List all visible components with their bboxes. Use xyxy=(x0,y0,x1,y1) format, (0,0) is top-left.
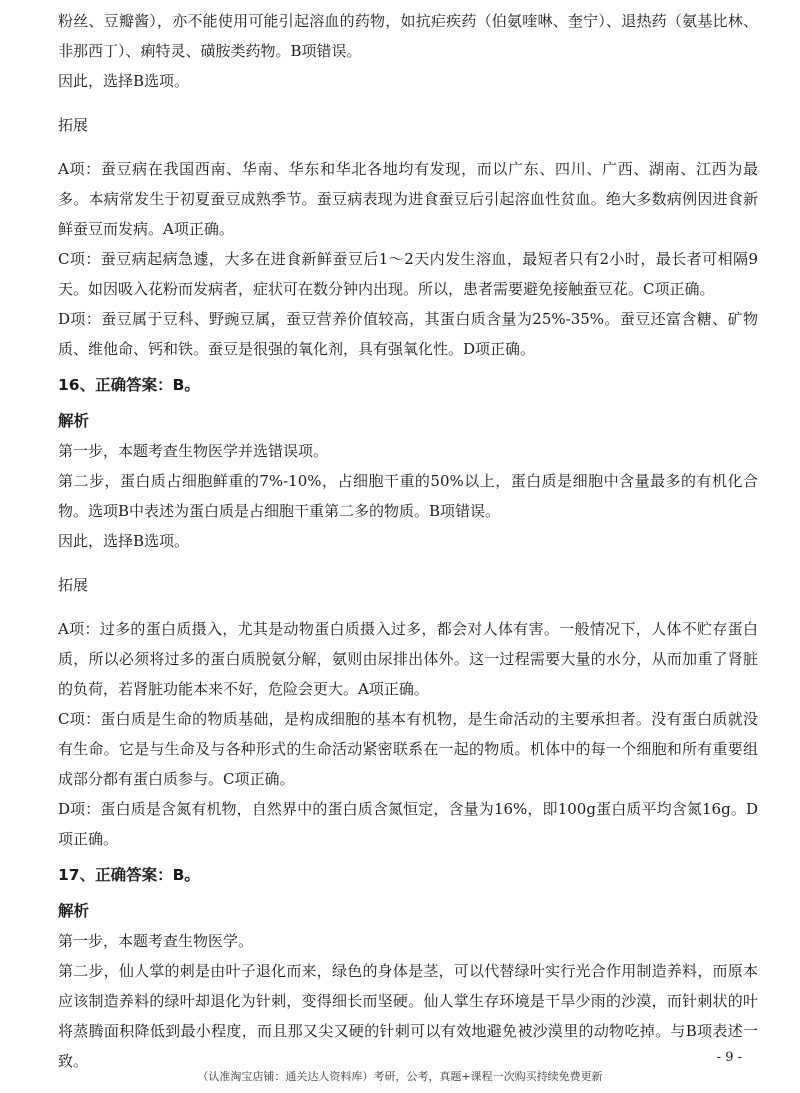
page-number: - 9 - xyxy=(716,1050,742,1065)
q17-answer: 17、正确答案：B。 xyxy=(58,866,200,884)
page-footer: （认准淘宝店铺：通关达人资料库）考研，公考，真题+课程一次购买持续免费更新 xyxy=(197,1070,603,1083)
q16-step1: 第一步，本题考查生物医学并选错误项。 xyxy=(58,442,329,460)
q16-answer: 16、正确答案：B。 xyxy=(58,376,200,394)
document-page xyxy=(58,6,758,1076)
q16-step2: 第二步，蛋白质占细胞鲜重的7%-10%，占细胞干重的50%以上，蛋白质是细胞中含量最多的有机化合物。选项B中表述为蛋白质是占细胞干重第二多的物质。B项错误。 xyxy=(58,472,758,520)
q15-extend-title: 拓展 xyxy=(58,116,89,134)
q15-option-b-text: 粉丝、豆瓣酱），亦不能使用可能引起溶血的药物，如抗疟疾药（伯氨喹啉、奎宁）、退热药（氨基比林、非那西丁）、痢特灵、磺胺类药物。B项错误。 xyxy=(58,12,758,60)
q15-conclusion: 因此，选择B选项。 xyxy=(58,72,190,90)
q16-extend-a: A项：过多的蛋白质摄入，尤其是动物蛋白质摄入过多，都会对人体有害。一般情况下，人体不贮存蛋白质，所以必须将过多的蛋白质脱氨分解，氨则由尿排出体外。这一过程需要大量的水分，从而加重了肾脏的负荷，若肾脏功能本来不好，危险会更大。A项正确。 xyxy=(58,620,758,698)
q17-step1: 第一步，本题考查生物医学。 xyxy=(58,932,254,950)
q17-step2: 第二步，仙人掌的刺是由叶子退化而来，绿色的身体是茎，可以代替绿叶实行光合作用制造养料，而原本应该制造养料的绿叶却退化为针刺，变得细长而坚硬。仙人掌生存环境是干旱少雨的沙漠，而针刺状的叶将蒸腾面积降低到最小程度，而且那又尖又硬的针刺可以有效地避免被沙漠里的动物吃掉。与B项表述一致。 xyxy=(58,962,758,1070)
q16-analysis-title: 解析 xyxy=(58,412,90,430)
q16-conclusion: 因此，选择B选项。 xyxy=(58,532,190,550)
q16-extend-d: D项：蛋白质是含氮有机物，自然界中的蛋白质含氮恒定，含量为16%，即100g蛋白质平均含氮16g。D项正确。 xyxy=(58,800,758,848)
q17-analysis-title: 解析 xyxy=(58,902,90,920)
q16-extend-title: 拓展 xyxy=(58,576,89,594)
q16-extend-c: C项：蛋白质是生命的物质基础，是构成细胞的基本有机物，是生命活动的主要承担者。没有蛋白质就没有生命。它是与生命及与各种形式的生命活动紧密联系在一起的物质。机体中的每一个细胞和所有重要组成部分都有蛋白质参与。C项正确。 xyxy=(58,710,758,788)
q15-extend-a: A项：蚕豆病在我国西南、华南、华东和华北各地均有发现，而以广东、四川、广西、湖南、江西为最多。本病常发生于初夏蚕豆成熟季节。蚕豆病表现为进食蚕豆后引起溶血性贫血。绝大多数病例因进食新鲜蚕豆而发病。A项正确。 xyxy=(58,160,758,238)
q15-extend-d: D项：蚕豆属于豆科、野豌豆属，蚕豆营养价值较高，其蛋白质含量为25%-35%。蚕豆还富含糖、矿物质、维他命、钙和铁。蚕豆是很强的氧化剂，具有强氧化性。D项正确。 xyxy=(58,310,758,358)
q15-extend-c: C项：蚕豆病起病急遽，大多在进食新鲜蚕豆后1～2天内发生溶血，最短者只有2小时，最长者可相隔9天。如因吸入花粉而发病者，症状可在数分钟内出现。所以，患者需要避免接触蚕豆花。C项正确。 xyxy=(58,250,758,298)
